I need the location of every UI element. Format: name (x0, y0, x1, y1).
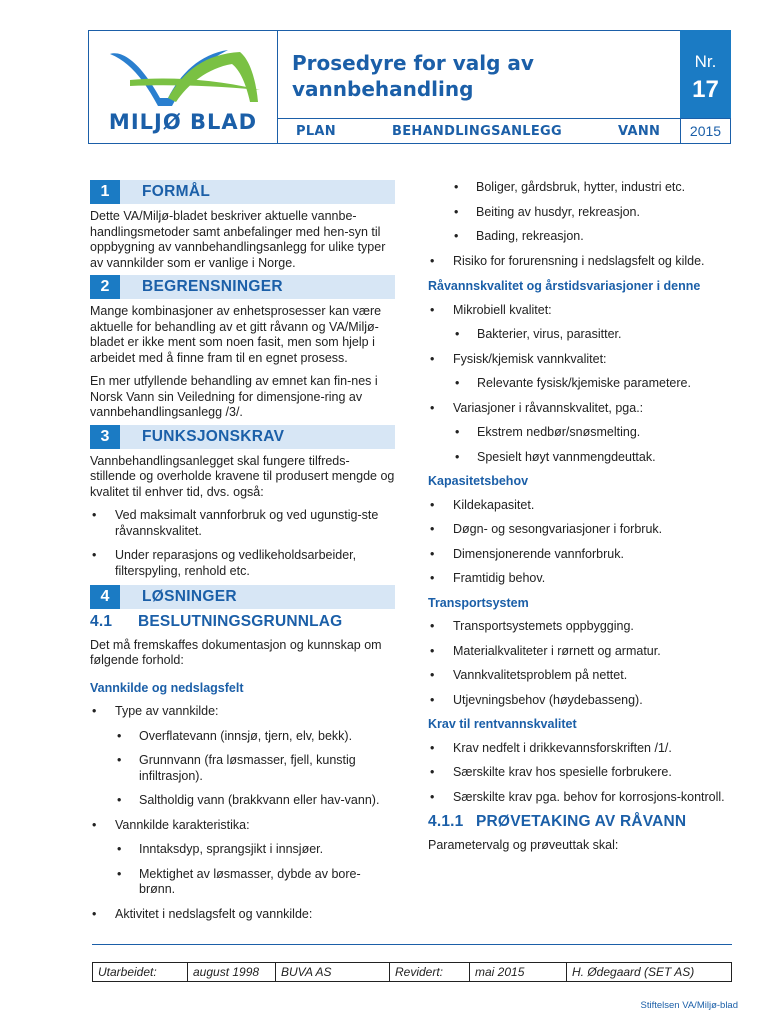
section-number: 3 (90, 425, 120, 449)
utarbeidet-by: BUVA AS (276, 963, 390, 981)
list-item: • Dimensjonerende vannforbruk. (430, 546, 624, 561)
transport-heading: Transportsystem (428, 595, 529, 610)
list-item-text: Bakterier, virus, parasitter. (477, 327, 622, 341)
logo (88, 30, 278, 144)
list-item-text: Dimensjonerende vannforbruk. (453, 546, 624, 561)
list-item: • Spesielt høyt vannmengdeuttak. (455, 449, 656, 464)
organization-name: Stiftelsen VA/Miljø-blad (640, 1000, 738, 1011)
category-behandlingsanlegg: BEHANDLINGSANLEGG (392, 124, 562, 139)
section-number: 2 (90, 275, 120, 299)
kapasitet-list (428, 498, 730, 587)
list-item: • Materialkvaliteter i rørnett og armatur. (430, 643, 661, 658)
list-item: • Krav nedfelt i drikkevannsforskriften /1/. (430, 740, 672, 755)
vannkilde-list (90, 704, 395, 922)
list-item: • Mikrobiell kvalitet: • Bakterier, virus, parasitter. (428, 303, 730, 343)
krav-heading: Krav til rentvannskvalitet (428, 717, 577, 731)
footer-divider (92, 944, 732, 945)
list-item: • Bakterier, virus, parasitter. (455, 327, 622, 341)
list-item-text: Vannkvalitetsproblem på nettet. (453, 668, 628, 682)
list-item-text: Utjevningsbehov (høydebasseng). (453, 692, 643, 707)
list-item-text: Mektighet av løsmasser, dybde av bore-brønn. (139, 866, 361, 896)
list-item-text: Overflatevann (innsjø, tjern, elv, bekk). (139, 728, 353, 743)
list-item: • Overflatevann (innsjø, tjern, elv, bekk). (117, 728, 353, 743)
list-item-text: Relevante fysisk/kjemiske parametere. (477, 376, 691, 390)
list-item: • Vannkilde karakteristika: • Inntaksdyp, sprangsjikt i innsjøer. • Mektighet av løsmasser, dybde av bore-brønn. (90, 818, 395, 898)
transport-list (428, 619, 730, 708)
list-item: • Aktivitet i nedslagsfelt og vannkilde: (92, 906, 313, 921)
list-item: • Variasjoner i råvannskvalitet, pga.: • Ekstrem nedbør/snøsmelting. • Spesielt høyt vannmengdeuttak. (428, 401, 730, 466)
list-item: • Inntaksdyp, sprangsjikt i innsjøer. (117, 842, 324, 856)
section-1-heading (90, 180, 395, 204)
list-item: • Saltholdig vann (brakkvann eller hav-vann). (117, 793, 380, 807)
list-item-text: Døgn- og sesongvariasjoner i forbruk. (453, 522, 663, 536)
list-item-text: Type av vannkilde: (115, 704, 219, 718)
section-4-heading (90, 585, 395, 609)
list-item-text: Inntaksdyp, sprangsjikt i innsjøer. (139, 842, 324, 856)
utarbeidet-label: Utarbeidet: (93, 963, 188, 981)
krav-list (428, 741, 730, 806)
list-item: • Type av vannkilde: • Overflatevann (innsjø, tjern, elv, bekk). • Grunnvann (fra løsmasser, fjell, kunstig infiltrasjon). • Saltholdig vann (brakkvann eller hav-vann). (90, 704, 395, 809)
list-item-text: Særskilte krav pga. behov for korrosjons-kontroll. (453, 789, 725, 804)
list-item-text: Beiting av husdyr, rekreasjon. (476, 204, 640, 219)
list-item: • Fysisk/kjemisk vannkvalitet: • Relevante fysisk/kjemiske parametere. (428, 352, 730, 392)
revision-table (92, 962, 732, 982)
list-item: • Døgn- og sesongvariasjoner i forbruk. (430, 522, 663, 536)
list-item: • Ekstrem nedbør/snøsmelting. (455, 425, 641, 439)
list-item-text: Risiko for forurensning i nedslagsfelt og kilde. (453, 253, 705, 268)
list-item-text: Aktivitet i nedslagsfelt og vannkilde: (115, 906, 313, 921)
list-item-text: Framtidig behov. (453, 571, 546, 585)
list-item-text: Kildekapasitet. (453, 497, 535, 512)
subsection-4-1-text: Det må fremskaffes dokumentasjon og kunnskap om følgende forhold: (90, 637, 382, 667)
list-item-text: Grunnvann (fra løsmasser, fjell, kunstig infiltrasjon). (139, 753, 356, 783)
section-title: FUNKSJONSKRAV (142, 427, 285, 445)
list-item: • Framtidig behov. (430, 571, 546, 585)
section-2-paragraph-1: Mange kombinasjoner av enhetsprosesser kan være aktuelle for behandling av et gitt råvann og VA/Miljø-bladet er ikke ment som noen fasit, men som hjelp i arbeidet med å finne fram til en egnet prosess. (90, 304, 382, 365)
subsection-number: 4.1.1 (428, 813, 464, 830)
section-title: LØSNINGER (142, 588, 237, 606)
section-3-list (90, 508, 395, 579)
number-label: Nr. (694, 52, 717, 71)
list-item-text: Materialkvaliteter i rørnett og armatur. (453, 643, 661, 658)
list-item-text: Transportsystemets oppbygging. (453, 619, 634, 633)
list-item: • Transportsystemets oppbygging. (430, 619, 634, 633)
subsection-number: 4.1 (90, 613, 113, 630)
list-item: • Bading, rekreasjon. (454, 229, 584, 243)
vannkilde-karakteristika-list (115, 842, 395, 898)
section-title: BEGRENSNINGER (142, 278, 283, 296)
kapasitet-heading: Kapasitetsbehov (428, 474, 529, 488)
section-number: 4 (90, 585, 120, 609)
number-value: 17 (692, 76, 719, 103)
list-item: • Risiko for forurensning i nedslagsfelt og kilde. (430, 253, 705, 268)
list-item-text: Ved maksimalt vannforbruk og ved ugunstig-ste råvannskvalitet. (115, 508, 379, 538)
list-item-text: Under reparasjons og vedlikeholdsarbeider, filterspyling, renhold etc. (115, 548, 357, 578)
list-item: • Under reparasjons og vedlikeholdsarbeider, filterspyling, renhold etc. (92, 548, 357, 578)
vannkilde-type-list (115, 729, 395, 809)
left-column (90, 180, 395, 931)
subsection-4-1-1-text: Parametervalg og prøveuttak skal: (428, 837, 619, 852)
year-value: 2015 (689, 123, 722, 139)
category-vann: VANN (618, 124, 661, 139)
list-item-text: Boliger, gårdsbruk, hytter, industri etc. (476, 180, 686, 194)
list-item-text: Saltholdig vann (brakkvann eller hav-vann). (139, 793, 380, 807)
list-item: • Utjevningsbehov (høydebasseng). (430, 692, 643, 707)
logo-text: MILJØ BLAD (108, 110, 258, 134)
list-item: • Relevante fysisk/kjemiske parametere. (455, 376, 691, 390)
list-item: • Særskilte krav pga. behov for korrosjons-kontroll. (430, 789, 725, 804)
list-item-text: Fysisk/kjemisk vannkvalitet: (453, 351, 607, 366)
section-3-heading (90, 425, 395, 449)
revidert-label: Revidert: (390, 963, 470, 981)
list-item: • Mektighet av løsmasser, dybde av bore-brønn. (117, 866, 361, 896)
revidert-by: H. Ødegaard (SET AS) (572, 965, 695, 979)
subsection-title: BESLUTNINGSGRUNNLAG (138, 613, 343, 630)
list-item: • Beiting av husdyr, rekreasjon. (454, 204, 640, 219)
list-item: • Boliger, gårdsbruk, hytter, industri etc. (454, 180, 686, 194)
section-number: 1 (90, 180, 120, 204)
utarbeidet-date: august 1998 (188, 963, 276, 981)
ravann-list (428, 303, 730, 466)
list-item-text: Krav nedfelt i drikkevannsforskriften /1/. (453, 740, 672, 755)
category-plan: PLAN (296, 124, 336, 139)
page-title: Prosedyre for valg av vannbehandling (292, 51, 534, 101)
list-item-text: Vannkilde karakteristika: (115, 817, 250, 832)
logo-mark-icon (100, 40, 266, 110)
risiko-list (428, 254, 730, 270)
list-item-text: Ekstrem nedbør/snøsmelting. (477, 425, 641, 439)
subsection-4-1-heading (90, 614, 395, 630)
subsection-4-1-1-heading (428, 814, 730, 830)
list-item: • Ved maksimalt vannforbruk og ved ugunstig-ste råvannskvalitet. (92, 508, 379, 538)
ravann-heading: Råvannskvalitet og årstidsvariasjoner i denne (428, 279, 701, 293)
list-item: • Vannkvalitetsproblem på nettet. (430, 668, 628, 682)
number-badge (680, 30, 731, 118)
list-item-text: Bading, rekreasjon. (476, 229, 584, 243)
section-2-heading (90, 275, 395, 299)
right-column (428, 180, 730, 857)
vannkilde-heading: Vannkilde og nedslagsfelt (90, 680, 244, 695)
list-item-text: Mikrobiell kvalitet: (453, 302, 552, 317)
section-title: FORMÅL (142, 183, 211, 201)
revidert-date: mai 2015 (470, 963, 567, 981)
section-2-paragraph-2: En mer utfyllende behandling av emnet kan fin-nes i Norsk Vann sin Veiledning for dimensjone-ring av vannbehandlingsanlegg /3/. (90, 374, 378, 419)
list-item-text: Spesielt høyt vannmengdeuttak. (477, 449, 656, 464)
list-item: • Særskilte krav hos spesielle forbrukere. (430, 765, 672, 779)
section-1-text: Dette VA/Miljø-bladet beskriver aktuelle vannbe-handlingsmetoder samt anbefalinger med hen-syn til oppbygning av vannbehandlingsanlegg for ulike typer av vannkilder som er vanlige i Norge. (90, 209, 386, 270)
subsection-title: PRØVETAKING AV RÅVANN (476, 813, 687, 830)
list-item-text: Variasjoner i råvannskvalitet, pga.: (453, 400, 644, 415)
section-3-text: Vannbehandlingsanlegget skal fungere tilfreds-stillende og overholde kravene til produsert mengde og kvalitet til enhver tid, dvs. også: (90, 453, 395, 499)
list-item: • Grunnvann (fra løsmasser, fjell, kunstig infiltrasjon). (117, 753, 356, 783)
list-item: • Kildekapasitet. (430, 497, 535, 512)
list-item-text: Særskilte krav hos spesielle forbrukere. (453, 765, 672, 779)
aktivitet-list (428, 180, 730, 245)
